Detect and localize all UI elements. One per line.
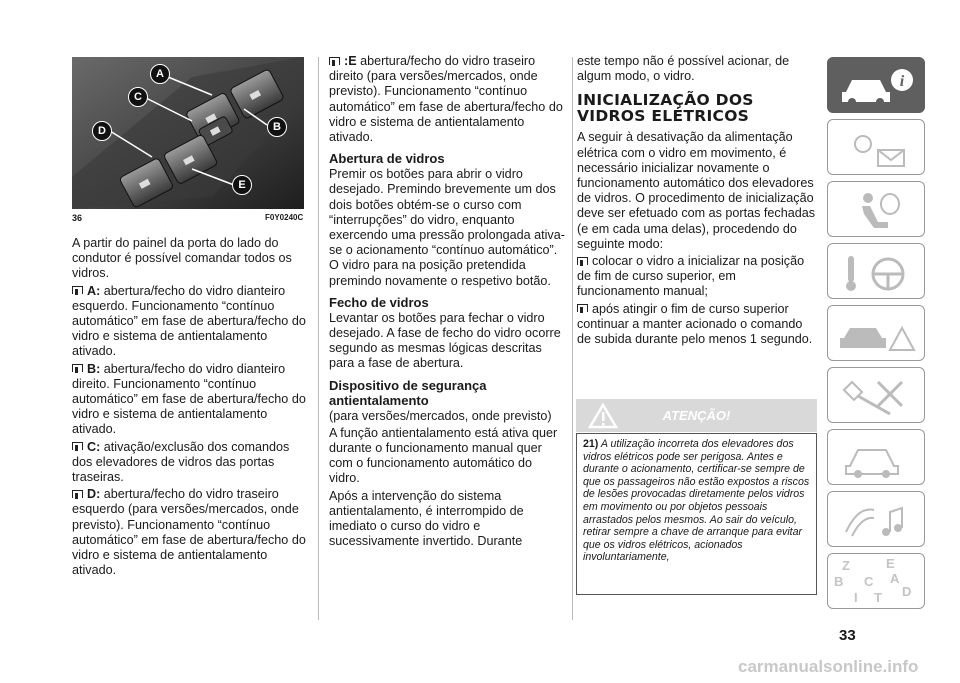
item-d xyxy=(72,487,308,578)
steering-key-icon xyxy=(828,244,926,300)
heading-anti-pinch: Dispositivo de segurança antientalamento xyxy=(329,377,487,408)
tab-car-info[interactable] xyxy=(827,57,925,113)
tab-airbag-seat[interactable] xyxy=(827,181,925,237)
index-letter: T xyxy=(874,590,882,605)
warning-lights-icon xyxy=(828,120,926,176)
technical-data-icon xyxy=(828,430,926,486)
anti-pinch-paragraph-1: A função antientalamento está ativa quer durante o funcionamento manual quer com o funcionamento automático do vidro. xyxy=(329,425,558,486)
warning-header xyxy=(576,399,817,432)
step-1 xyxy=(577,254,817,300)
warning-paragraph xyxy=(583,438,810,564)
item-text: abertura/fecho do vidro traseiro direito (para versões/mercados, onde previsto). Funcionamento “contínuo automático” em fase de abertura/fecho do vidro e sistema de antientalamento ativado. xyxy=(329,54,563,145)
item-key: C: xyxy=(87,439,101,454)
callout-b: B xyxy=(267,117,287,137)
tab-car-breakdown[interactable] xyxy=(827,305,925,361)
item-b xyxy=(72,362,308,438)
callout-e: E xyxy=(232,175,252,195)
bullet-icon xyxy=(72,442,83,450)
column-divider xyxy=(572,57,573,620)
figure-number: 36 xyxy=(72,213,83,223)
column-3 xyxy=(577,54,817,349)
initialization-paragraph: A seguir à desativação da alimentação elétrica com o vidro em movimento, é necessário inicializar novamente o funcionamento automático dos elevadores de vidros. O procedimento de inicialização deve ser efetuado com as portas fechadas (e em cada uma delas), procedendo do seguinte modo: xyxy=(577,130,816,251)
figure-code: F0Y0240C xyxy=(265,213,304,222)
callout-d: D xyxy=(92,121,112,141)
item-key: :E xyxy=(344,54,357,68)
heading-closing: Fecho de vidros xyxy=(329,294,429,310)
bullet-icon xyxy=(577,304,588,312)
multimedia-icon xyxy=(828,492,926,548)
page-number: 33 xyxy=(839,627,856,644)
step-text: após atingir o fim de curso superior continuar a manter acionado o comando de subida durante pelo menos 1 segundo. xyxy=(577,301,813,347)
closing-paragraph: Levantar os botões para fechar o vidro desejado. A fase de fecho do vidro ocorre segundo as mesmas lógicas descritas para a fase de abertura. xyxy=(329,310,561,371)
tab-multimedia[interactable] xyxy=(827,491,925,547)
callout-a: A xyxy=(150,64,170,84)
bullet-icon xyxy=(72,364,83,372)
warning-box xyxy=(576,433,817,595)
airbag-seat-icon xyxy=(828,182,926,238)
item-text: abertura/fecho do vidro traseiro esquerdo (para versões/mercados, onde previsto). Funcionamento “contínuo automático” em fase de abertura/fecho do vidro e sistema de antientalamento ativado. xyxy=(72,487,306,578)
continued-paragraph: este tempo não é possível acionar, de algum modo, o vidro. xyxy=(577,54,790,84)
warning-title: ATENÇÃO! xyxy=(662,408,731,423)
tab-maintenance[interactable] xyxy=(827,367,925,423)
step-text: colocar o vidro a inicializar na posição de fim de curso superior, em funcionamento manual; xyxy=(577,254,805,299)
watermark: carmanualsonline.info xyxy=(738,657,919,676)
bullet-icon xyxy=(329,57,340,65)
tab-warning-lights[interactable] xyxy=(827,119,925,175)
index-letter: C xyxy=(864,574,874,589)
index-letter: D xyxy=(902,584,912,599)
warning-number: 21) xyxy=(583,438,599,450)
index-letter: B xyxy=(834,574,844,589)
opening-paragraph: Premir os botões para abrir o vidro desejado. Premindo brevemente um dos dois botões obtém-se o curso com “interrupções” do vidro, enquanto exercendo uma pressão prolongada ativa-se o acionamento “contínuo automático”. O vidro para na posição pretendida premindo novamente o respetivo botão. xyxy=(329,167,565,288)
item-key: D: xyxy=(87,487,101,502)
car-info-icon xyxy=(828,58,926,114)
car-breakdown-icon xyxy=(828,306,926,362)
item-text: abertura/fecho do vidro dianteiro esquerdo. Funcionamento “contínuo automático” em fase de abertura/fecho do vidro e sistema de antientalamento ativado. xyxy=(72,283,306,359)
item-key: B: xyxy=(87,361,101,376)
column-divider xyxy=(318,57,319,620)
anti-pinch-paragraph-2: Após a intervenção do sistema antientalamento, é interrompido de imediato o curso do vidro e sucessivamente invertido. Durante xyxy=(329,488,524,549)
heading-initialization: INICIALIZAÇÃO DOS VIDROS ELÉTRICOS xyxy=(577,91,754,126)
index-letter: E xyxy=(886,556,895,571)
index-letter: I xyxy=(854,590,858,605)
callout-c: C xyxy=(128,87,148,107)
maintenance-tools-icon xyxy=(828,368,926,424)
index-letter: Z xyxy=(842,558,850,573)
warning-text: A utilização incorreta dos elevadores dos vidros elétricos pode ser perigosa. Antes e durante o acionamento, certificar-se sempre de que os passageiros não estão expostos a riscos de lesões provocadas diretamente pelos vidros em movimento ou por objetos pessoais arrastados pelos mesmos. Ao sair do veículo, retirar sempre a chave de arranque para evitar que os vidros elétricos, acionados involuntariamente, xyxy=(583,438,810,564)
intro-paragraph: A partir do painel da porta do lado do condutor é possível comandar todos os vidros. xyxy=(72,236,292,281)
window-switch-figure xyxy=(72,57,304,209)
item-c xyxy=(72,440,308,486)
index-letter: A xyxy=(890,571,900,586)
bullet-icon xyxy=(577,257,588,265)
item-text: ativação/exclusão dos comandos dos elevadores de vidros das portas traseiras. xyxy=(72,439,290,485)
item-text: abertura/fecho do vidro dianteiro direito. Funcionamento “contínuo automático” em fase de abertura/fecho do vidro e sistema de antientalamento ativado. xyxy=(72,361,306,437)
column-1 xyxy=(72,236,308,580)
heading-opening: Abertura de vidros xyxy=(329,151,445,167)
bullet-icon xyxy=(72,286,83,294)
svg-text:i: i xyxy=(899,73,905,90)
tab-index[interactable] xyxy=(827,553,925,609)
step-2 xyxy=(577,302,817,348)
column-2 xyxy=(329,54,565,551)
item-key: A: xyxy=(87,283,101,298)
item-e xyxy=(329,54,565,145)
bullet-icon xyxy=(72,490,83,498)
item-a xyxy=(72,284,308,360)
tab-technical-data[interactable] xyxy=(827,429,925,485)
tab-steering-key[interactable] xyxy=(827,243,925,299)
anti-pinch-note: (para versões/mercados, onde previsto) xyxy=(329,408,552,423)
